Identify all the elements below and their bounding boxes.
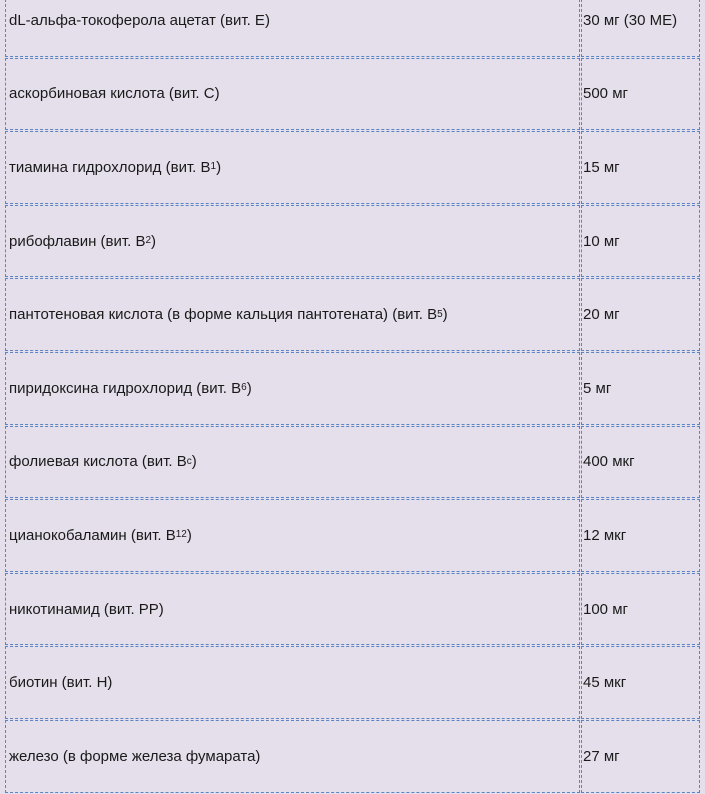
table-row <box>4 0 700 58</box>
ingredient-name: пиридоксина гидрохлорид (вит. B <box>9 379 242 397</box>
amount-value: 30 мг (30 МЕ) <box>583 11 678 29</box>
amount-cell <box>581 278 700 351</box>
ingredient-name-suffix: ) <box>186 526 192 544</box>
ingredient-cell: пантотеновая кислота (в форме кальция пантотената) (вит. B 5 ) <box>5 278 580 351</box>
amount-cell <box>581 131 700 204</box>
amount-value: 20 мг <box>583 306 620 324</box>
ingredient-cell <box>5 646 580 719</box>
ingredient-name: железо (в форме железа фумарата) <box>9 747 261 765</box>
table-row <box>4 131 700 205</box>
amount-value: 5 мг <box>583 379 612 397</box>
ingredient-name: рибофлавин (вит. B <box>9 232 146 250</box>
amount-value: 100 мг <box>583 600 628 618</box>
ingredient-cell: фолиевая кислота (вит. B c ) <box>5 426 580 499</box>
amount-cell <box>581 205 700 278</box>
amount-value: 45 мкг <box>583 674 627 692</box>
ingredient-name: никотинамид (вит. PP) <box>9 600 164 618</box>
table-row <box>4 720 700 794</box>
amount-cell <box>581 352 700 425</box>
amount-cell <box>581 499 700 572</box>
amount-value: 27 мг <box>583 747 620 765</box>
table-row <box>4 205 700 279</box>
table-row <box>4 426 700 500</box>
ingredient-cell: тиамина гидрохлорид (вит. B 1 ) <box>5 131 580 204</box>
ingredient-name-suffix: ) <box>246 379 252 397</box>
amount-value: 10 мг <box>583 232 620 250</box>
composition-table <box>4 0 700 794</box>
ingredient-name-suffix: ) <box>191 453 197 471</box>
amount-value: 15 мг <box>583 158 620 176</box>
ingredient-name: dL-альфа-токоферола ацетат (вит. E) <box>9 11 270 29</box>
amount-value: 400 мкг <box>583 453 635 471</box>
amount-cell <box>581 573 700 646</box>
ingredient-name: аскорбиновая кислота (вит. C) <box>9 85 220 103</box>
table-row <box>4 573 700 647</box>
amount-value: 500 мг <box>583 85 628 103</box>
table-row <box>4 646 700 720</box>
amount-cell <box>581 58 700 131</box>
ingredient-cell: цианокобаламин (вит. B 12 ) <box>5 499 580 572</box>
ingredient-cell <box>5 58 580 131</box>
ingredient-name-suffix: ) <box>442 306 448 324</box>
ingredient-name-suffix: ) <box>151 232 157 250</box>
ingredient-name: пантотеновая кислота (в форме кальция пантотената) (вит. B <box>9 306 438 324</box>
ingredient-cell: пиридоксина гидрохлорид (вит. B 6 ) <box>5 352 580 425</box>
table-row <box>4 499 700 573</box>
ingredient-cell: рибофлавин (вит. B 2 ) <box>5 205 580 278</box>
ingredient-name-suffix: ) <box>216 158 222 176</box>
amount-cell <box>581 720 700 793</box>
amount-cell <box>581 426 700 499</box>
ingredient-cell <box>5 720 580 793</box>
amount-cell <box>581 0 700 57</box>
table-row <box>4 278 700 352</box>
ingredient-name: биотин (вит. H) <box>9 674 113 692</box>
ingredient-name: фолиевая кислота (вит. B <box>9 453 187 471</box>
amount-cell <box>581 646 700 719</box>
table-row <box>4 352 700 426</box>
ingredient-name: тиамина гидрохлорид (вит. B <box>9 158 211 176</box>
table-row <box>4 58 700 132</box>
ingredient-name: цианокобаламин (вит. B <box>9 526 176 544</box>
amount-value: 12 мкг <box>583 526 627 544</box>
ingredient-cell <box>5 573 580 646</box>
ingredient-cell <box>5 0 580 57</box>
